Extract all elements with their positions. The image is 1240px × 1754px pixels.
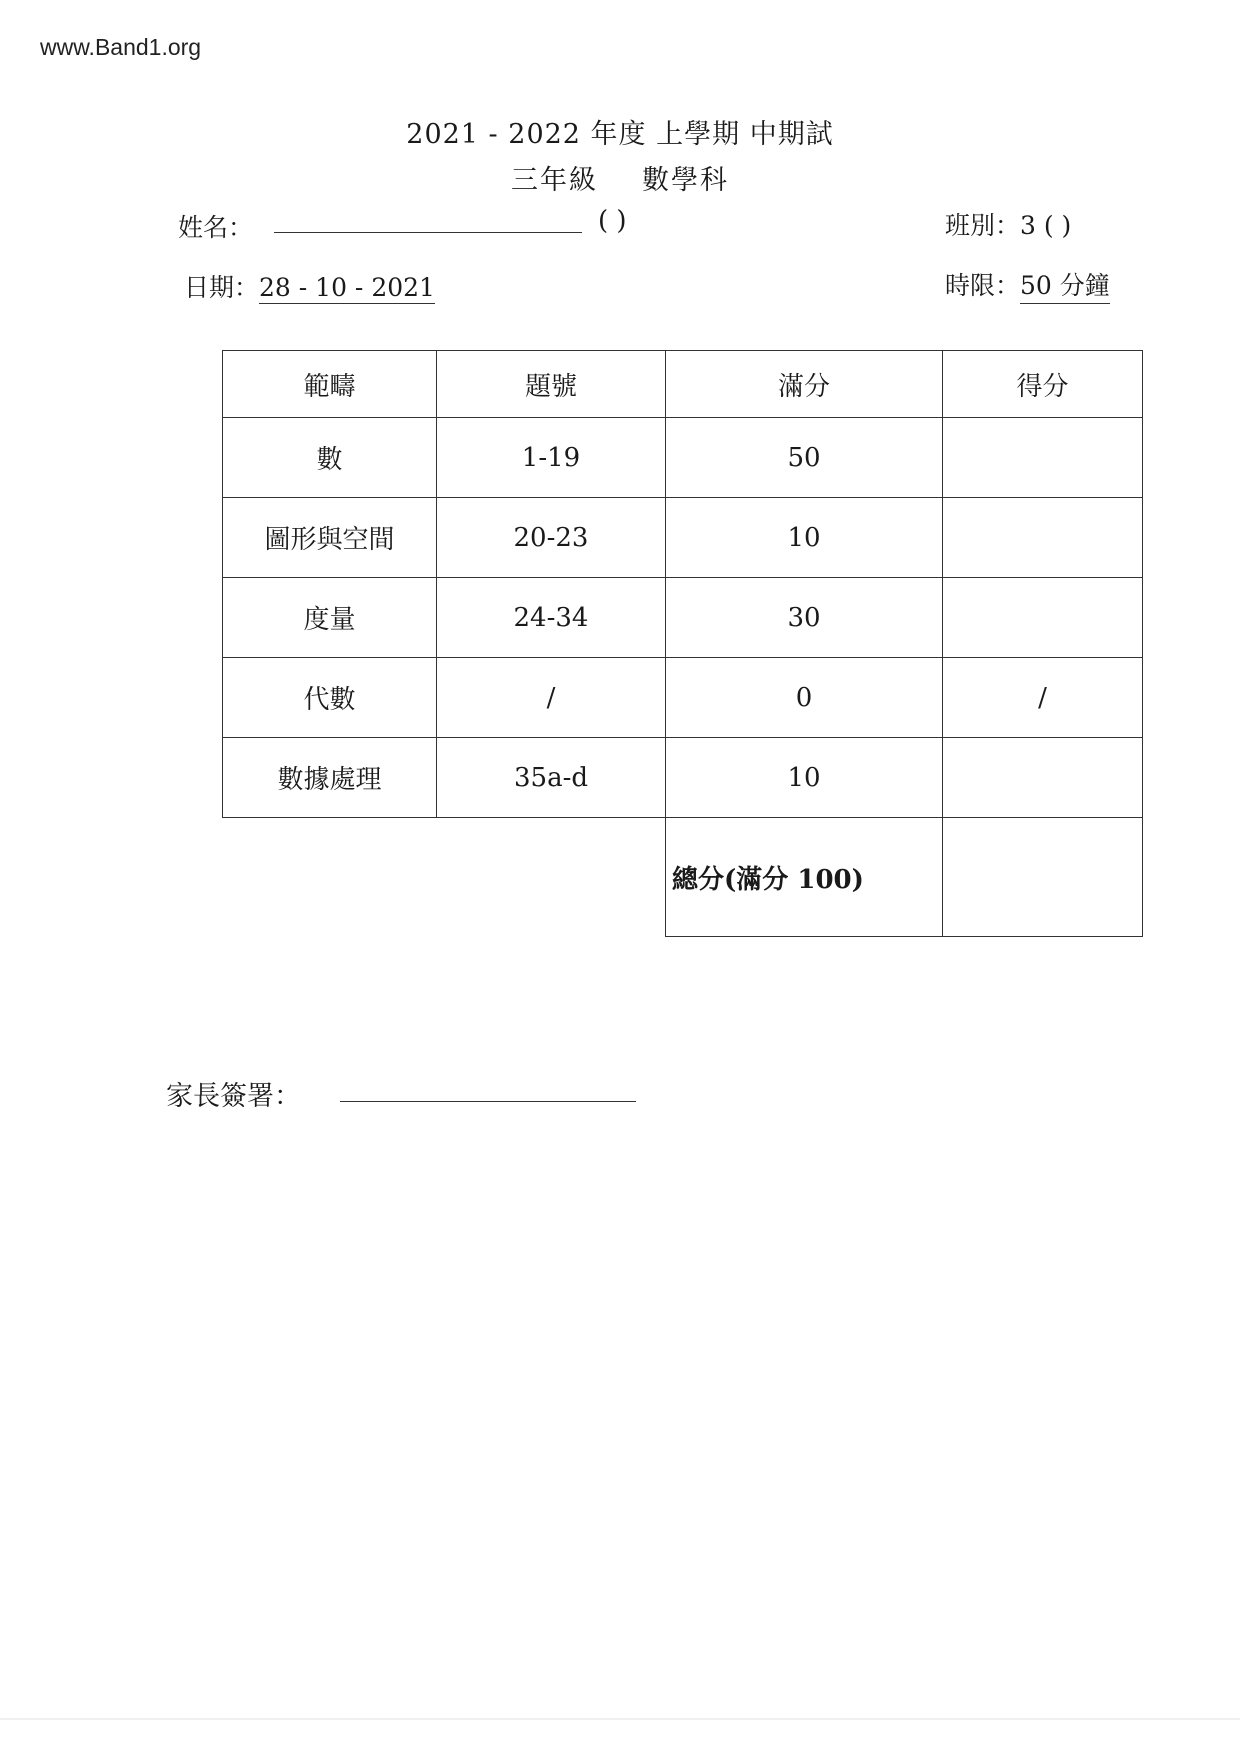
watermark-url: www.Band1.org bbox=[40, 34, 202, 60]
row-questions: / bbox=[437, 658, 666, 738]
row-category: 數 bbox=[223, 418, 437, 498]
scan-edge-divider bbox=[0, 1718, 1240, 1720]
row-full-marks: 10 bbox=[666, 498, 943, 578]
name-label: 姓名： bbox=[178, 213, 254, 242]
time-limit-value: 50 分鐘 bbox=[1020, 266, 1110, 304]
row-full-marks: 50 bbox=[666, 418, 943, 498]
exam-title-text: 2021 - 2022 年度 上學期 中期試 bbox=[406, 119, 834, 150]
header-category: 範疇 bbox=[223, 351, 437, 418]
total-score-cell[interactable] bbox=[943, 818, 1143, 937]
class-label: 班別：3 ( ) bbox=[945, 211, 1072, 240]
row-category: 代數 bbox=[223, 658, 437, 738]
total-row-spacer bbox=[223, 818, 437, 937]
table-row bbox=[223, 658, 1143, 738]
class-number-parens: ( ) bbox=[598, 206, 627, 236]
date-field bbox=[184, 268, 435, 304]
table-header-row bbox=[223, 351, 1143, 418]
header-full-marks: 滿分 bbox=[666, 351, 943, 418]
row-score-cell[interactable] bbox=[943, 578, 1143, 658]
exam-title bbox=[0, 112, 1240, 151]
table-row bbox=[223, 418, 1143, 498]
row-questions: 24-34 bbox=[437, 578, 666, 658]
row-full-marks: 10 bbox=[666, 738, 943, 818]
grade-label: 三年級 bbox=[511, 165, 598, 196]
table-row bbox=[223, 498, 1143, 578]
table-total-row bbox=[223, 818, 1143, 937]
name-field-line[interactable] bbox=[274, 232, 582, 233]
exam-subtitle bbox=[0, 158, 1240, 197]
row-full-marks: 30 bbox=[666, 578, 943, 658]
parent-signature-label: 家長簽署： bbox=[166, 1081, 301, 1112]
parent-signature-line[interactable] bbox=[340, 1101, 636, 1102]
row-score-cell[interactable] bbox=[943, 418, 1143, 498]
subject-label: 數學科 bbox=[642, 165, 729, 196]
row-category: 圖形與空間 bbox=[223, 498, 437, 578]
row-score-cell: / bbox=[943, 658, 1143, 738]
time-limit-label: 時限： bbox=[945, 271, 1021, 300]
time-limit-field bbox=[945, 266, 1110, 304]
row-full-marks: 0 bbox=[666, 658, 943, 738]
header-question-number: 題號 bbox=[437, 351, 666, 418]
table-row bbox=[223, 578, 1143, 658]
row-questions: 35a-d bbox=[437, 738, 666, 818]
row-category: 度量 bbox=[223, 578, 437, 658]
total-row-spacer bbox=[437, 818, 666, 937]
total-label: 總分(滿分 100) bbox=[666, 818, 943, 937]
date-label: 日期： bbox=[184, 273, 260, 302]
score-table bbox=[222, 350, 1143, 937]
row-score-cell[interactable] bbox=[943, 498, 1143, 578]
row-category: 數據處理 bbox=[223, 738, 437, 818]
table-row bbox=[223, 738, 1143, 818]
row-questions: 1-19 bbox=[437, 418, 666, 498]
date-value: 28 - 10 - 2021 bbox=[259, 273, 435, 302]
row-score-cell[interactable] bbox=[943, 738, 1143, 818]
row-questions: 20-23 bbox=[437, 498, 666, 578]
header-score: 得分 bbox=[943, 351, 1143, 418]
